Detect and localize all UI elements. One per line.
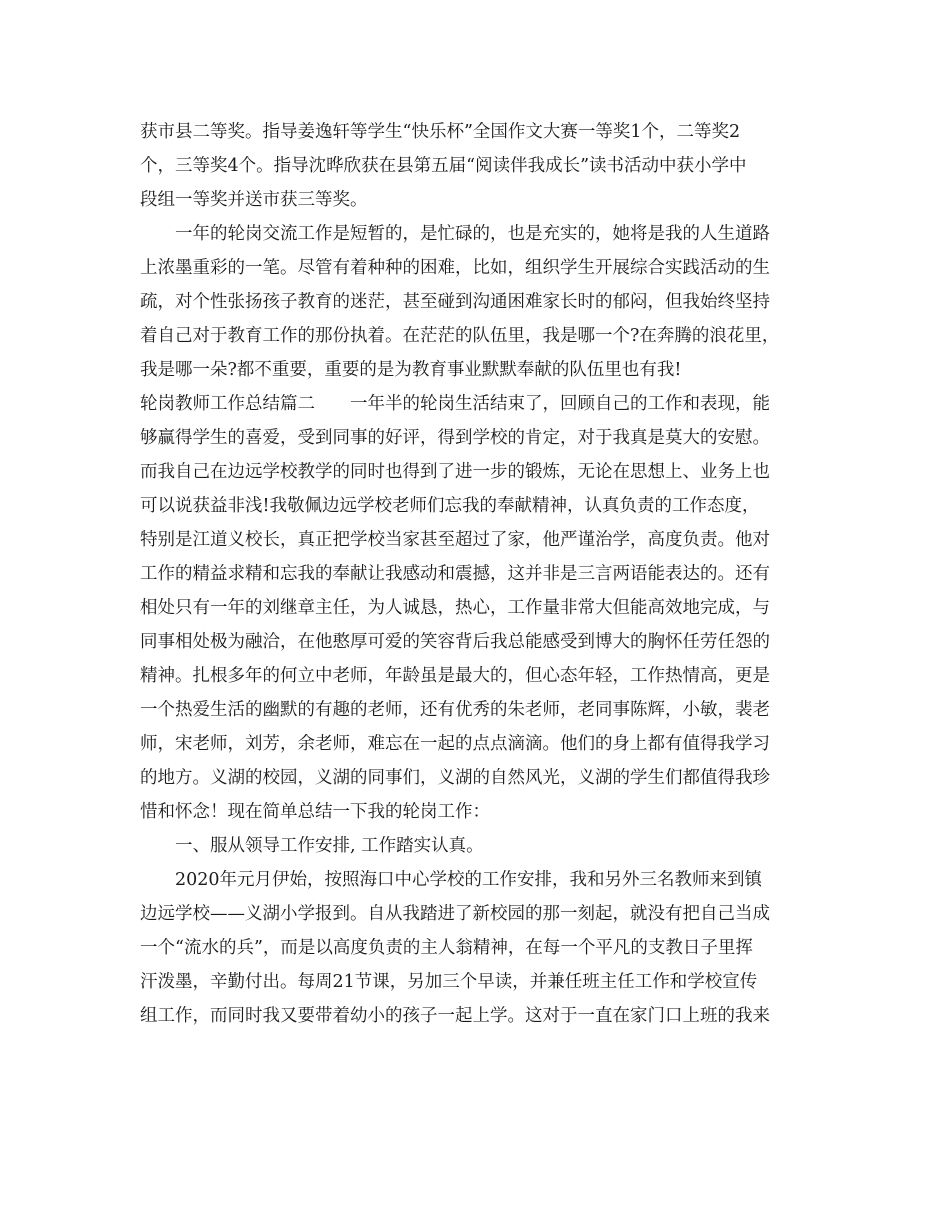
text-line: 一个热爱生活的幽默的有趣的老师，还有优秀的朱老师，老同事陈辉，小敏，裴老 [140,700,770,720]
text-line: 相处只有一年的刘继章主任，为人诚恳，热心，工作量非常大但能高效地完成，与 [140,598,770,618]
text-line: 一年的轮岗交流工作是短暂的，是忙碌的，也是充实的，她将是我的人生道路 [175,224,770,244]
text-line: 上浓墨重彩的一笔。尽管有着种种的困难，比如，组织学生开展综合实践活动的生 [140,258,770,278]
text-line: 疏，对个性张扬孩子教育的迷茫，甚至碰到沟通困难家长时的郁闷，但我始终坚持 [140,292,770,312]
subheading-line: 一、服从领导工作安排, 工作踏实认真。 [175,836,484,856]
text-line: 边远学校——义湖小学报到。自从我踏进了新校园的那一刻起，就没有把自己当成 [140,904,770,924]
section-heading-line: 轮岗教师工作总结篇二 一年半的轮岗生活结束了，回顾自己的工作和表现，能 [140,394,770,414]
text-line: 工作的精益求精和忘我的奉献让我感动和震撼，这并非是三言两语能表达的。还有 [140,564,770,584]
text-line: 我是哪一朵?都不重要，重要的是为教育事业默默奉献的队伍里也有我! [140,360,682,380]
text-line: 可以说获益非浅!我敬佩边远学校老师们忘我的奉献精神，认真负责的工作态度， [140,496,760,516]
text-line: 2020年元月伊始，按照海口中心学校的工作安排，我和另外三名教师来到镇 [175,870,763,890]
text-line: 汗泼墨，辛勤付出。每周21节课，另加三个早读，并兼任班主任工作和学校宣传 [140,972,758,992]
text-line: 获市县二等奖。指导姜逸轩等学生“快乐杯”全国作文大赛一等奖1个，二等奖2 [140,122,741,142]
text-line: 特别是江道义校长，真正把学校当家甚至超过了家，他严谨治学，高度负责。他对 [140,530,770,550]
text-line: 惜和怀念！现在简单总结一下我的轮岗工作： [140,802,490,822]
text-line: 够赢得学生的喜爱，受到同事的好评，得到学校的肯定，对于我真是莫大的安慰。 [140,428,770,448]
text-line: 段组一等奖并送市获三等奖。 [140,190,368,210]
text-line: 精神。扎根多年的何立中老师，年龄虽是最大的，但心态年轻，工作热情高，更是 [140,666,770,686]
text-line: 一个“流水的兵”，而是以高度负责的主人翁精神，在每一个平凡的支教日子里挥 [140,938,753,958]
text-line: 师，宋老师，刘芳，余老师，难忘在一起的点点滴滴。他们的身上都有值得我学习 [140,734,770,754]
text-line: 个，三等奖4个。指导沈晔欣获在县第五届“阅读伴我成长”读书活动中获小学中 [140,156,747,176]
text-line: 的地方。义湖的校园，义湖的同事们，义湖的自然风光，义湖的学生们都值得我珍 [140,768,770,788]
text-line: 着自己对于教育工作的那份执着。在茫茫的队伍里，我是哪一个?在奔腾的浪花里， [140,326,780,346]
text-line: 同事相处极为融洽，在他憨厚可爱的笑容背后我总能感受到博大的胸怀任劳任怨的 [140,632,770,652]
text-line: 组工作，而同时我又要带着幼小的孩子一起上学。这对于一直在家门口上班的我来 [140,1006,770,1026]
text-line: 而我自己在边远学校教学的同时也得到了进一步的锻炼，无论在思想上、业务上也 [140,462,770,482]
